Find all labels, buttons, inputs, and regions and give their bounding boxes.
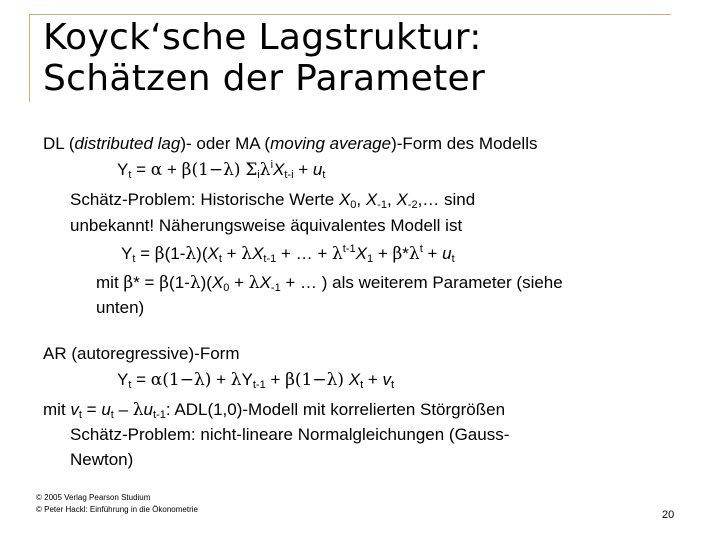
- ar-problem-line-2: Newton): [70, 450, 134, 469]
- slide-title-line-2: Schätzen der Parameter: [43, 58, 486, 99]
- slide-title-line-1: Koyck‘sche Lagstruktur:: [43, 17, 482, 58]
- ar-intro-line: AR (autoregressive)-Form: [43, 344, 240, 363]
- term-distributed-lag: distributed lag: [74, 134, 181, 153]
- footer-line-1: © 2005 Verlag Pearson Studium: [36, 493, 151, 502]
- slide-title: [43, 17, 485, 99]
- title-frame-top-rule: [29, 14, 671, 15]
- page-number: 20: [662, 509, 675, 521]
- ar-problem-line-1: Schätz-Problem: nicht-lineare Normalgleichungen (Gauss-: [70, 425, 510, 444]
- title-frame-left-rule: [29, 14, 30, 102]
- dl-problem-line-1: Schätz-Problem: Historische Werte $X_0$, $X_{-1}$, $X_{-2},\dots$ sind: [70, 190, 476, 211]
- dl-betastar-line-1: mit $\beta* = \beta(1-\lambda)(X_0 + \lambda X_{-1}$ + … ) als weiterem Parameter (siehe: [96, 273, 563, 294]
- dl-betastar-line-2: unten): [96, 298, 145, 317]
- term-moving-average: moving average: [270, 134, 392, 153]
- ar-error-line: mit $v_t = u_t - \lambda u_{t-1}$: ADL(1,0)-Modell mit korrelierten Störgrößen: [43, 400, 506, 421]
- footer-line-2: © Peter Hackl: Einführung in die Ökonometrie: [36, 505, 198, 514]
- dl-problem-line-2: unbekannt! Näherungsweise äquivalentes Modell ist: [70, 216, 463, 235]
- dl-model-formula: $Y_t = \alpha + \beta(1-\lambda) \Sigma_i\lambda^iX_{t-i} + u_t$: [117, 159, 326, 181]
- dl-intro-line: DL (distributed lag)- oder MA (moving average)-Form des Modells: [43, 134, 538, 153]
- dl-approx-formula: $Y_t = \beta(1-\lambda)(X_t + \lambda X_{t-1}$ + … + $\lambda^{t-1}X_1 + \beta*\lambda^t + u_t$: [121, 243, 455, 265]
- ar-model-formula: $Y_t = \alpha(1-\lambda) + \lambda Y_{t-1} + \beta(1-\lambda) X_t + v_t$: [117, 370, 395, 391]
- footer-copyright: [36, 492, 198, 516]
